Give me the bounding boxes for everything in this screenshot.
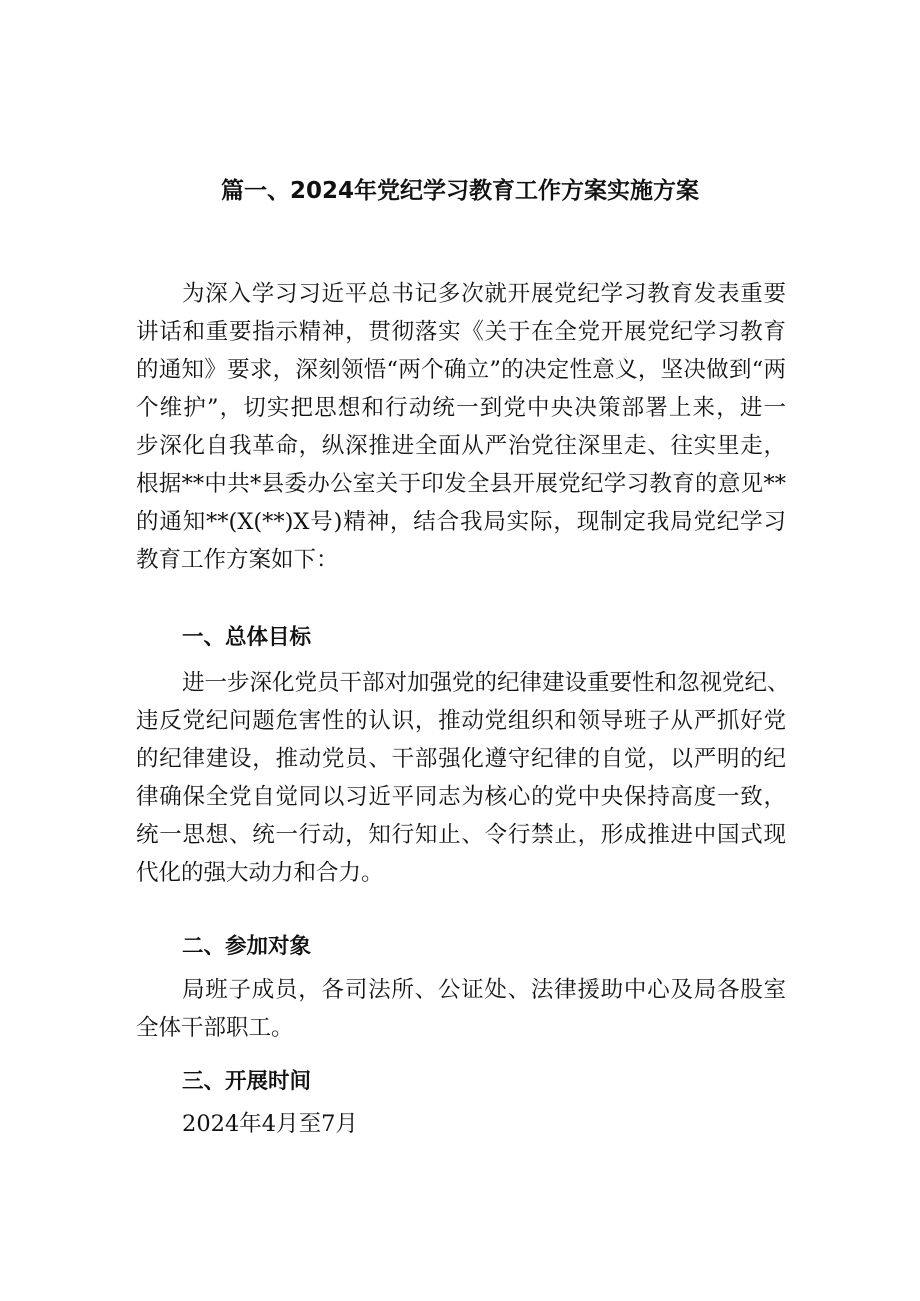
paragraph-line: 代化的强大动力和合力。 [136,860,384,886]
paragraph-line: 讲话和重要指示精神，贯彻落实《关于在全党开展党纪学习教育 [136,319,786,345]
document-title: 篇一、2024年党纪学习教育工作方案实施方案 [220,178,699,204]
paragraph-line: 违反党纪问题危害性的认识，推动党组织和领导班子从严抓好党 [136,708,786,734]
paragraph-line: 的通知**(X(**)X号)精神，结合我局实际，现制定我局党纪学习 [136,509,786,535]
paragraph-line: 的通知》要求，深刻领悟“两个确立”的决定性意义，坚决做到“两 [136,357,786,383]
intro-paragraph [136,275,786,579]
paragraph-line: 进一步深化党员干部对加强党的纪律建设重要性和忽视党纪、 [182,670,790,696]
paragraph-line: 个维护”，切实把思想和行动统一到党中央决策部署上来，进一 [136,395,786,421]
period-paragraph [136,1105,786,1143]
paragraph-line: 律确保全党自觉同以习近平同志为核心的党中央保持高度一致， [136,784,786,810]
section-heading-period [136,1063,786,1101]
paragraph-line: 局班子成员，各司法所、公证处、法律援助中心及局各股室 [182,977,786,1003]
section-heading: 一、总体目标 [182,625,312,650]
paragraph-line: 根据**中共*县委办公室关于印发全县开展党纪学习教育的意见** [136,471,786,497]
paragraph-line: 2024年4月至7月 [182,1111,358,1137]
section-heading-goals [136,619,786,657]
paragraph-line: 的纪律建设，推动党员、干部强化遵守纪律的自觉，以严明的纪 [136,746,786,772]
section-heading: 二、参加对象 [182,934,312,959]
paragraph-line: 教育工作方案如下： [136,547,339,573]
paragraph-line: 为深入学习习近平总书记多次就开展党纪学习教育发表重要 [182,281,786,307]
participants-paragraph [136,971,786,1047]
paragraph-line: 统一思想、统一行动，知行知止、令行禁止，形成推进中国式现 [136,822,786,848]
paragraph-line: 步深化自我革命，纵深推进全面从严治党往深里走、往实里走， [136,433,786,459]
paragraph-line: 全体干部职工。 [136,1015,294,1041]
goals-paragraph [136,664,790,892]
section-heading: 三、开展时间 [182,1069,312,1094]
section-heading-participants [136,928,786,966]
